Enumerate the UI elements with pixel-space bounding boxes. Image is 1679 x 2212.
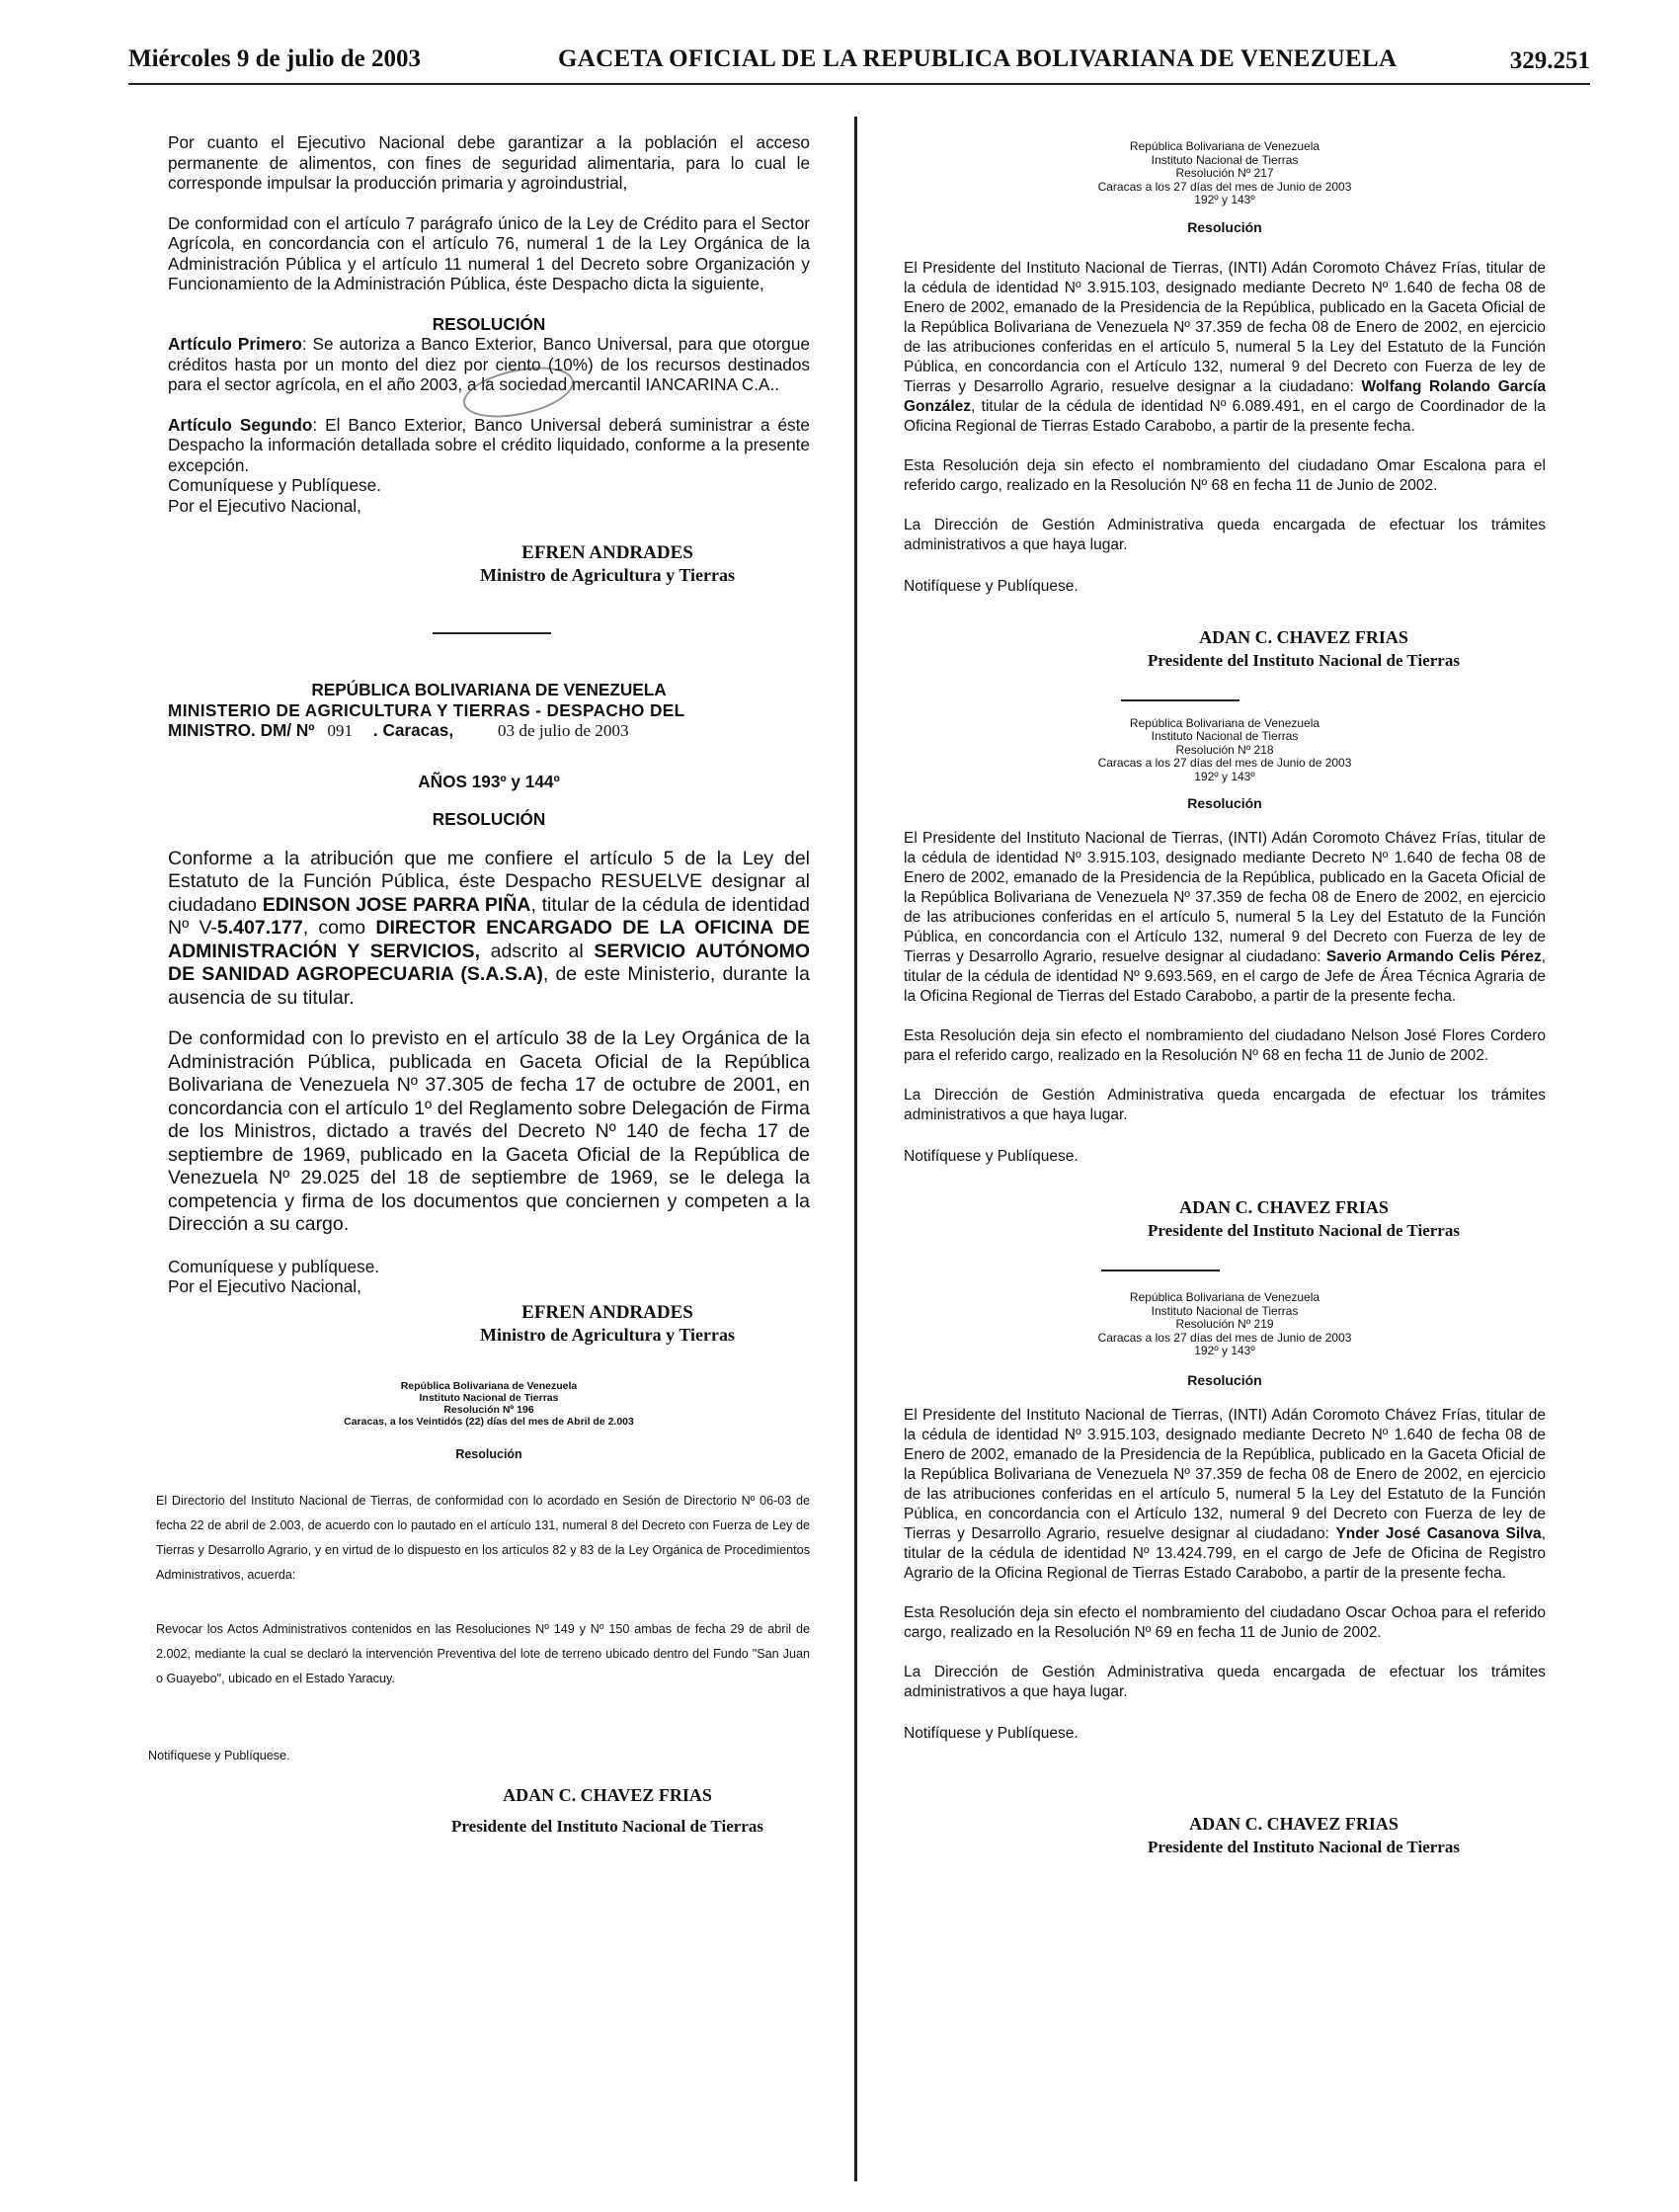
res2-p1-name: EDINSON JOSE PARRA PIÑA — [262, 893, 531, 916]
resolution-218 — [904, 717, 1546, 1243]
res217-signature-title: Presidente del Instituto Nacional de Tierras — [1148, 650, 1460, 670]
res1-signature-title: Ministro de Agricultura y Tierras — [480, 565, 735, 585]
separator-rule — [1121, 699, 1239, 701]
resolution-credit — [168, 132, 810, 587]
res219-header-block — [904, 1291, 1546, 1358]
res218-paragraph-1 — [904, 829, 1546, 1007]
res217-head-3: Resolución Nº 217 — [1175, 166, 1274, 180]
res1-signature — [168, 541, 810, 587]
res217-head-4: Caracas a los 27 días del mes de Junio de 2003 — [1097, 179, 1352, 194]
res1-article-1-label: Artículo Primero — [168, 334, 302, 354]
res1-signature-name: EFREN ANDRADES — [521, 542, 693, 563]
res217-header-block — [904, 140, 1546, 207]
res219-closing: Notifíquese y Publíquese. — [904, 1724, 1079, 1742]
res218-paragraph-3: La Dirección de Gestión Administrativa queda encargada de efectuar los trámites administrativos a que haya lugar. — [904, 1087, 1546, 1123]
res1-paragraph-1: Por cuanto el Ejecutivo Nacional debe garantizar a la población el acceso permanente de alimentos, con fines de seguridad alimentaria, para lo cual le corresponde impulsar la producción primaria y agroindustrial, — [168, 132, 810, 193]
res2-paragraph-2: De conformidad con lo previsto en el artículo 38 de la Ley Orgánica de la Administración Pública, publicada en Gaceta Oficial de la República Bolivariana de Venezuela Nº 37.305 de fecha 17 de octubre de 2001, en concordancia con el artículo 1º del Reglamento sobre Delegación de Firma de los Ministros, dictado a través del Decreto Nº 140 de fecha 17 de septiembre de 1969, publicado en la Gaceta Oficial de la República de Venezuela Nº 29.025 del 18 de septiembre de 1969, se le delega la competencia y firma de los documentos que conciernen y competen a la Dirección a su cargo. — [168, 1027, 810, 1235]
res218-head-1: República Bolivariana de Venezuela — [1129, 715, 1320, 730]
res219-head-3: Resolución Nº 219 — [1175, 1317, 1274, 1331]
res2-signature-name: EFREN ANDRADES — [521, 1301, 693, 1323]
res219-signature-title: Presidente del Instituto Nacional de Tierras — [1148, 1837, 1460, 1856]
res1-closing-1: Comuníquese y Publíquese. — [168, 475, 381, 495]
res2-p1-service: SERVICIO AUTÓNOMO DE SANIDAD AGROPECUARIA (S.A.S.A) — [168, 940, 810, 985]
res217-head-1: República Bolivariana de Venezuela — [1129, 139, 1320, 153]
res196-header-block — [168, 1380, 810, 1428]
res1-closing-2: Por el Ejecutivo Nacional, — [168, 495, 361, 516]
res218-head-5: 192º y 143º — [1194, 769, 1255, 783]
res219-head-1: República Bolivariana de Venezuela — [1129, 1290, 1320, 1304]
res217-paragraph-3: La Dirección de Gestión Administrativa queda encargada de efectuar los trámites administrativos a que haya lugar. — [904, 516, 1546, 553]
res219-head-2: Instituto Nacional de Tierras — [1151, 1303, 1299, 1318]
res219-signature — [904, 1813, 1546, 1858]
res2-dm-label: MINISTRO. DM/ Nº — [168, 720, 315, 740]
resolution-219 — [904, 1291, 1546, 1858]
res219-p1-b: , titular de la cédula de identidad Nº 13.424.799, en el cargo de Jefe de Oficina de Registro Agrario de la Oficina Regional de Tierras Estado Carabobo, a partir de la presente fecha. — [904, 1524, 1546, 1582]
res218-paragraph-2: Esta Resolución deja sin efecto el nombramiento del ciudadano Nelson José Flores Cordero para el referido cargo, realizado en la Resolución Nº 68 en fecha 11 de Junio de 2002. — [904, 1027, 1546, 1064]
page-header — [128, 45, 1590, 85]
res217-p1-b: , titular de la cédula de identidad Nº 6.089.491, en el cargo de Coordinador de la Oficina Regional de Tierras Estado Carabobo, a partir de la presente fecha. — [904, 397, 1546, 435]
res219-head-5: 192º y 143º — [1194, 1344, 1255, 1357]
res219-paragraph-1 — [904, 1406, 1546, 1584]
res218-signature — [904, 1196, 1546, 1242]
res2-years: AÑOS 193º y 144º — [418, 771, 560, 791]
res218-p1-name: Saverio Armando Celis Pérez — [1325, 948, 1542, 965]
res217-paragraph-2: Esta Resolución deja sin efecto el nombramiento del ciudadano Omar Escalona para el referido cargo, realizado en la Resolución Nº 68 en fecha 11 de Junio de 2002. — [904, 456, 1546, 494]
right-column — [904, 140, 1546, 1858]
res2-heading: RESOLUCIÓN — [432, 809, 546, 829]
res1-paragraph-2: De conformidad con el artículo 7 parágrafo único de la Ley de Crédito para el Sector Agrícola, en concordancia con el artículo 76, numeral 1 de la Ley Orgánica de la Administración Pública y el artículo 11 numeral 1 del Decreto sobre Organización y Funcionamiento de la Administración Pública, éste Despacho dicta la siguiente, — [168, 212, 810, 293]
res219-signature-name: ADAN C. CHAVEZ FRIAS — [1189, 1813, 1399, 1834]
res1-article-1-text: : Se autoriza a Banco Exterior, Banco Universal, para que otorgue créditos hasta por un monto del diez por ciento (10%) de los recursos destinados para el sector agrícola, en el año 2003, a la sociedad mercantil IANCARINA C.A.. — [168, 334, 810, 394]
res2-head-2: MINISTERIO DE AGRICULTURA Y TIERRAS - DESPACHO DEL — [168, 699, 685, 720]
res218-header-block — [904, 717, 1546, 784]
res2-closing-1: Comuníquese y publíquese. — [168, 1256, 380, 1276]
res217-head-5: 192º y 143º — [1194, 193, 1255, 206]
header-rule — [128, 83, 1590, 85]
res2-p1-c: , como — [302, 917, 376, 939]
separator-rule — [433, 632, 551, 634]
res2-p1-d: adscrito al — [479, 940, 595, 962]
res2-signature — [168, 1301, 810, 1347]
res218-head-4: Caracas a los 27 días del mes de Junio de 2003 — [1097, 756, 1352, 770]
res218-signature-title: Presidente del Instituto Nacional de Tierras — [1148, 1221, 1460, 1240]
res196-signature — [168, 1784, 810, 1838]
res217-paragraph-1 — [904, 259, 1546, 437]
res2-p1-ci: 5.407.177 — [216, 917, 303, 939]
res1-article-2-label: Artículo Segundo — [168, 414, 313, 435]
resolution-dm-091 — [168, 680, 810, 1347]
res217-p1-a: El Presidente del Instituto Nacional de Tierras, (INTI) Adán Coromoto Chávez Frías, titular de la cédula de identidad Nº 3.915.103, designado mediante Decreto Nº 1.640 de fecha 08 de Enero de 2002, emanado de la Presidencia de la República, publicado en la Gaceta Oficial de la República Bolivariana de Venezuela Nº 37.359 de fecha 08 de Enero de 2002, en ejercicio de las atribuciones conferidas en el artículo 5, numeral 5 la Ley del Estatuto de la Función Pública, en concordancia con el Artículo 132, numeral 9 del Decreto con Fuerza de ley de Tierras y Desarrollo Agrario, resuelve designar a la ciudadano: — [904, 259, 1546, 395]
res196-paragraph-2: Revocar los Actos Administrativos contenidos en las Resoluciones Nº 149 y Nº 150 ambas de fecha 29 de abril de 2.002, mediante la cual se declaró la intervención Preventiva del lote de terreno ubicado dentro del Fundo "San Juan o Guayebo", ubicado en el Estado Yaracuy. — [156, 1621, 810, 1685]
res219-paragraph-2: Esta Resolución deja sin efecto el nombramiento del ciudadano Oscar Ochoa para el referido cargo, realizado en la Resolución Nº 69 en fecha 11 de Junio de 2002. — [904, 1603, 1546, 1641]
res196-head-3: Resolución Nº 196 — [443, 1403, 534, 1416]
res1-article-2 — [168, 415, 810, 476]
resolution-217 — [904, 140, 1546, 672]
res2-closing-2: Por el Ejecutivo Nacional, — [168, 1276, 361, 1296]
resolution-196 — [148, 1379, 810, 1838]
res218-closing: Notifíquese y Publíquese. — [904, 1148, 1079, 1165]
header-date: Miércoles 9 de julio de 2003 — [128, 45, 422, 72]
separator-rule — [1101, 1270, 1220, 1271]
res1-article-2-text: : El Banco Exterior, Banco Universal deberá suministrar a éste Despacho la información detallada sobre el crédito liquidado, conforme a la presente excepción. — [168, 414, 810, 475]
res196-paragraph-1: El Directorio del Instituto Nacional de Tierras, de conformidad con lo acordado en Sesión de Directorio Nº 06-03 de fecha 22 de abril de 2.003, de acuerdo con lo pautado en el artículo 131, numeral 8 del Decreto con Fuerza de Ley de Tierras y Desarrollo Agrario, y en virtud de lo dispuesto en los artículos 82 y 83 de la Ley Orgánica de Procedimientos Administrativos, acuerda: — [156, 1493, 810, 1582]
res218-head-2: Instituto Nacional de Tierras — [1151, 729, 1299, 743]
res217-heading: Resolución — [1187, 218, 1262, 235]
res2-head-1: REPÚBLICA BOLIVARIANA DE VENEZUELA — [311, 680, 667, 699]
res217-signature — [904, 626, 1546, 672]
page-number: 329.251 — [1509, 47, 1590, 74]
res2-city: . Caracas, — [372, 720, 454, 740]
res2-paragraph-1 — [168, 848, 810, 1011]
column-divider — [854, 117, 857, 2181]
publication-title: GACETA OFICIAL DE LA REPUBLICA BOLIVARIANA DE VENEZUELA — [558, 45, 1398, 72]
res218-p1-b: , titular de la cédula de identidad Nº 9.693.569, en el cargo de Jefe de Área Técnica Agraria de la Oficina Regional de Tierras del Estado Carabobo, a partir de la presente fecha. — [904, 948, 1547, 1005]
res196-heading: Resolución — [455, 1446, 522, 1461]
res196-closing: Notifíquese y Publíquese. — [148, 1748, 290, 1762]
res2-dm-number: 091 — [327, 721, 354, 740]
res219-head-4: Caracas a los 27 días del mes de Junio de 2003 — [1097, 1330, 1352, 1345]
res2-signature-title: Ministro de Agricultura y Tierras — [480, 1324, 735, 1345]
res219-p1-a: El Presidente del Instituto Nacional de Tierras, (INTI) Adán Coromoto Chávez Frías, titular de la cédula de identidad Nº 3.915.103, designado mediante Decreto Nº 1.640 de fecha 08 de Enero de 2002, emanado de la Presidencia de la República, publicado en la Gaceta Oficial de la República Bolivariana de Venezuela Nº 37.359 de fecha 08 de Enero de 2002, en ejercicio de las atribuciones conferidas en el artículo 5, numeral 5 la Ley del Estatuto de la Función Pública, en concordancia con el Artículo 132, numeral 9 del Decreto con Fuerza de ley de Tierras y Desarrollo Agrario, resuelve designar al ciudadano: — [904, 1406, 1546, 1542]
res218-heading: Resolución — [1187, 795, 1262, 811]
res217-signature-name: ADAN C. CHAVEZ FRIAS — [1199, 626, 1408, 647]
res196-head-4: Caracas, a los Veintidós (22) días del mes de Abril de 2.003 — [344, 1415, 634, 1428]
res196-head-2: Instituto Nacional de Tierras — [419, 1391, 559, 1404]
res2-p1-e: , de este Ministerio, durante la ausencia de su titular. — [168, 963, 810, 1009]
res196-head-1: República Bolivariana de Venezuela — [400, 1379, 578, 1392]
res217-closing: Notifíquese y Publíquese. — [904, 577, 1079, 595]
res218-head-3: Resolución Nº 218 — [1175, 742, 1274, 757]
res219-paragraph-3: La Dirección de Gestión Administrativa queda encargada de efectuar los trámites administrativos a que haya lugar. — [904, 1663, 1546, 1700]
res1-heading: RESOLUCIÓN — [432, 313, 546, 334]
res218-signature-name: ADAN C. CHAVEZ FRIAS — [1179, 1197, 1389, 1217]
res219-heading: Resolución — [1187, 1371, 1262, 1388]
res217-p1-name: Wolfang Rolando García González — [904, 377, 1546, 415]
res2-p1-a: Conforme a la atribución que me confiere el artículo 5 de la Ley del Estatuto de la Función Pública, éste Despacho RESUELVE designar al ciudadano — [168, 847, 810, 916]
res196-signature-name: ADAN C. CHAVEZ FRIAS — [503, 1784, 712, 1805]
res2-p1-role: DIRECTOR ENCARGADO DE LA OFICINA DE ADMINISTRACIÓN Y SERVICIOS, — [168, 917, 811, 962]
res2-date: 03 de julio de 2003 — [497, 721, 629, 740]
res217-head-2: Instituto Nacional de Tierras — [1151, 152, 1299, 167]
res218-p1-a: El Presidente del Instituto Nacional de Tierras, (INTI) Adán Coromoto Chávez Frías, titular de la cédula de identidad Nº 3.915.103, designado mediante Decreto Nº 1.640 de fecha 08 de Enero de 2002, emanado de la Presidencia de la República, publicado en la Gaceta Oficial de la República Bolivariana de Venezuela Nº 37.359 de fecha 08 de Enero de 2002, en ejercicio de las atribuciones conferidas en el artículo 5, numeral 5 la Ley del Estatuto de la Función Pública, en concordancia con el Artículo 132, numeral 9 del Decreto con Fuerza de ley de Tierras y Desarrollo Agrario, resuelve designar al ciudadano: — [904, 830, 1546, 965]
res2-head-3 — [168, 720, 810, 742]
res196-signature-title: Presidente del Instituto Nacional de Tierras — [451, 1816, 763, 1836]
res219-p1-name: Ynder José Casanova Silva — [1335, 1524, 1542, 1542]
res2-p1-b: , titular de la cédula de identidad Nº V- — [168, 893, 810, 939]
